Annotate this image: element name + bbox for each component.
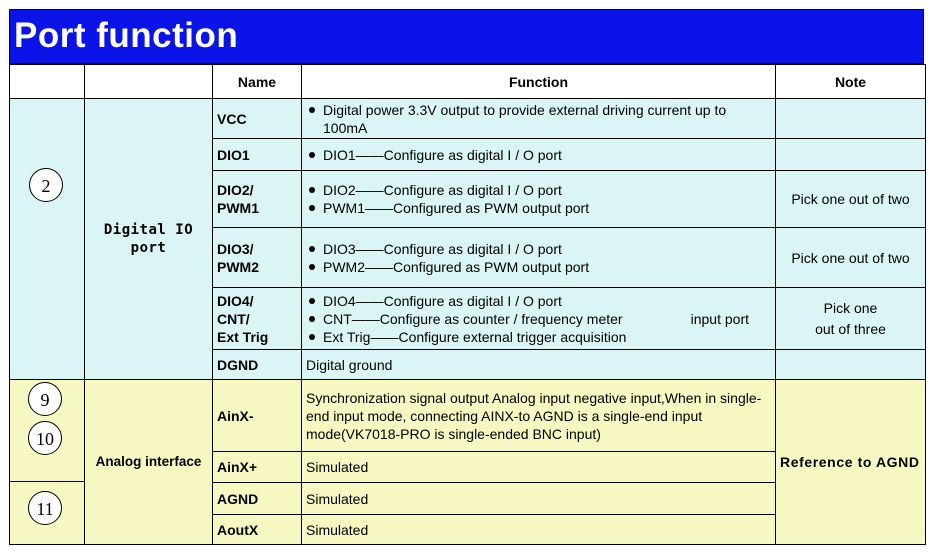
note-dio2-pwm1: Pick one out of two <box>776 171 926 228</box>
bullet-icon <box>309 334 315 340</box>
bullet-icon <box>309 152 315 158</box>
list-item <box>306 258 771 276</box>
function-text: PWM2——Configured as PWM output port <box>323 258 590 275</box>
header-name: Name <box>213 65 302 99</box>
divider <box>10 481 84 482</box>
list-item <box>306 101 771 137</box>
circle-number-9: 9 <box>28 382 62 416</box>
function-text-suffix: input port <box>690 310 749 327</box>
table-row <box>10 99 926 139</box>
list-item <box>306 292 771 310</box>
function-aoutx: Simulated <box>302 515 776 545</box>
function-dio4-cnt-exttrig <box>302 288 776 350</box>
port-name-ainx-minus: AinX- <box>213 380 302 452</box>
list-item <box>306 310 771 328</box>
function-text: CNT——Configure as counter / frequency meter <box>323 310 623 327</box>
bullet-icon <box>309 187 315 193</box>
function-dio2-pwm1 <box>302 171 776 228</box>
function-dio1 <box>302 139 776 171</box>
function-dio3-pwm2 <box>302 228 776 288</box>
port-name-ainx-plus: AinX+ <box>213 452 302 483</box>
list-item <box>306 240 771 258</box>
header-col1 <box>10 65 85 99</box>
function-text: PWM1——Configured as PWM output port <box>323 200 590 216</box>
function-dgnd: Digital ground <box>302 350 776 380</box>
bullet-icon <box>309 205 315 211</box>
port-name-dio4-cnt-exttrig: DIO4/ CNT/ Ext Trig <box>213 288 302 350</box>
page-title: Port function <box>14 16 239 55</box>
port-name-aoutx: AoutX <box>213 515 302 545</box>
function-text: DIO1——Configure as digital I / O port <box>323 146 562 163</box>
function-text: DIO3——Configure as digital I / O port <box>323 240 562 257</box>
title-bar <box>9 9 924 64</box>
circle-number-11: 11 <box>28 491 62 525</box>
function-text: Digital power 3.3V output to provide external driving current up to 100mA <box>323 101 727 136</box>
note-dio1 <box>776 139 926 171</box>
port-name-dio3-pwm2: DIO3/ PWM2 <box>213 228 302 288</box>
list-item <box>306 146 771 164</box>
header-function: Function <box>302 65 776 99</box>
analog-circle-cell <box>10 380 85 545</box>
digital-circle-cell <box>10 99 85 380</box>
function-text: DIO4——Configure as digital I / O port <box>323 292 562 309</box>
note-vcc <box>776 99 926 139</box>
digital-group-text: Digital IO port <box>103 222 194 256</box>
bullet-icon <box>309 298 315 304</box>
list-item <box>306 181 771 199</box>
port-table <box>9 64 926 545</box>
header-row <box>10 65 926 99</box>
function-vcc <box>302 99 776 139</box>
digital-group-label <box>85 99 213 380</box>
function-ainx-minus: Synchronization signal output Analog input negative input,When in single-end input mode, connecting AINX-to AGND is a single-end input mode(VK7018-PRO is single-ended BNC input) <box>302 380 776 452</box>
port-name-vcc: VCC <box>213 99 302 139</box>
port-name-agnd: AGND <box>213 483 302 515</box>
bullet-icon <box>309 264 315 270</box>
analog-group-label: Analog interface <box>85 380 213 545</box>
bullet-icon <box>309 246 315 252</box>
header-col2 <box>85 65 213 99</box>
port-name-dio1: DIO1 <box>213 139 302 171</box>
function-ainx-plus: Simulated <box>302 452 776 483</box>
header-note: Note <box>776 65 926 99</box>
bullet-icon <box>309 316 315 322</box>
list-item <box>306 199 771 217</box>
list-item <box>306 328 771 346</box>
circle-number-10: 10 <box>28 421 62 455</box>
function-text: DIO2——Configure as digital I / O port <box>323 182 562 198</box>
port-name-dio2-pwm1: DIO2/ PWM1 <box>213 171 302 228</box>
note-reference-agnd: Reference to AGND <box>776 380 926 545</box>
function-text: Ext Trig——Configure external trigger acquisition <box>323 328 627 345</box>
note-dio3-pwm2: Pick one out of two <box>776 228 926 288</box>
port-name-dgnd: DGND <box>213 350 302 380</box>
circle-number-2: 2 <box>29 168 63 202</box>
note-dio4: Pick one out of three <box>776 288 926 350</box>
table-row <box>10 380 926 452</box>
note-dgnd <box>776 350 926 380</box>
function-agnd: Simulated <box>302 483 776 515</box>
bullet-icon <box>309 107 315 113</box>
